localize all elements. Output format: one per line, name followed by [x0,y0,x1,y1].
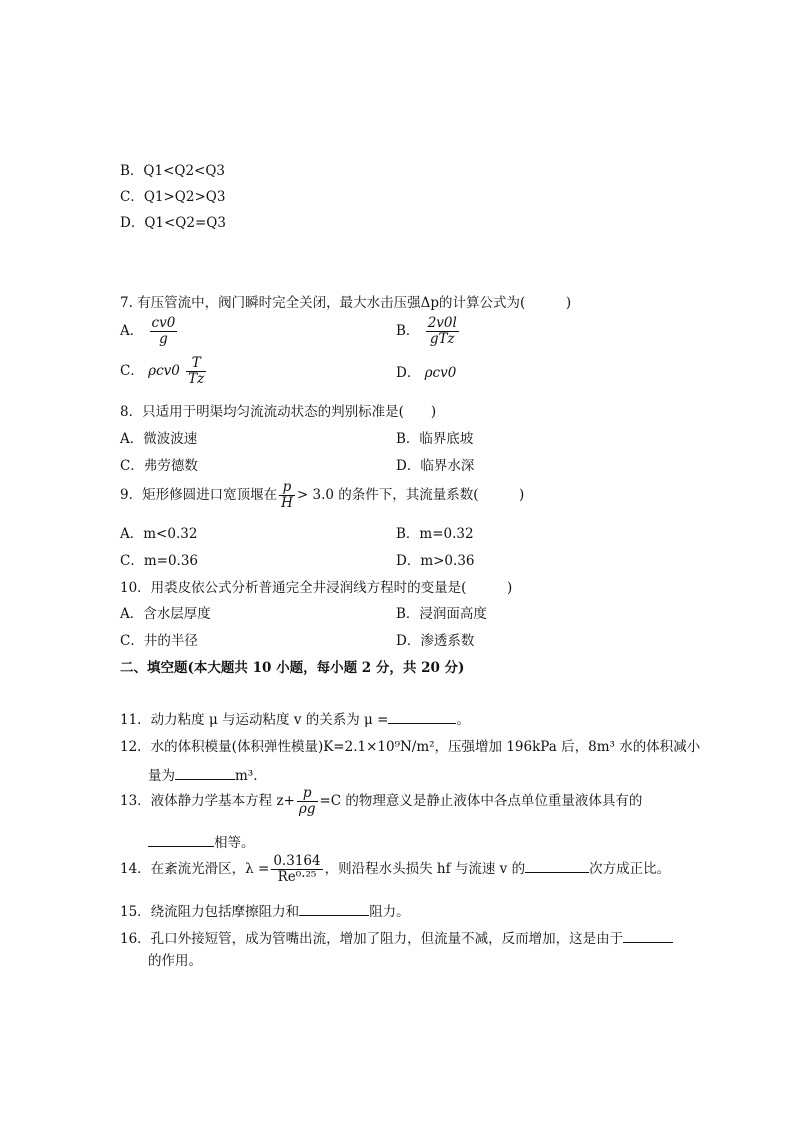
q7-stem: 7. 有压管流中，阀门瞬时完全关闭，最大水击压强Δp的计算公式为( ) [120,295,572,311]
q16-line2: 的作用。 [148,953,202,969]
q7-option-c: C． ρcv0 $\frac{T}{Tz}$ [120,355,205,387]
q7-option-b: B． $\frac{2v0l}{\text{gTz}}$ [396,315,457,347]
q13-blank[interactable] [148,832,214,847]
section-title: 二、填空题(本大题共 10 小题，每小题 2 分，共 20 分) [120,660,465,676]
q10-option-a: A．含水层厚度 [120,606,211,622]
q7-option-d: D． ρcv0 [396,365,457,381]
q11-blank[interactable] [388,709,456,724]
q12-line2: 量为 m³. [148,765,258,785]
q12-blank[interactable] [175,765,235,780]
q9-stem: 9．矩形修圆进口宽顶堰在 $\frac{p}{H}$ > 3.0 的条件下，其流量系数( ) [120,479,525,511]
q10-stem: 10．用裘皮依公式分析普通完全井浸润线方程时的变量是( ) [120,580,513,596]
q10-option-b: B．浸润面高度 [396,606,487,622]
q8-stem: 8．只适用于明渠均匀流流动状态的判别标准是( ) [120,404,437,420]
q8-option-d: D．临界水深 [396,458,475,474]
q15-blank[interactable] [299,901,369,916]
q13-line2: 相等。 [148,832,255,852]
option-c-prev: C．Q1>Q2>Q3 [120,189,226,205]
q13-line1: 13．液体静力学基本方程 z+ $\frac{p}{\rho g}$ =C 的物理意义是静止液体中各点单位重量液体具有的 [120,785,643,817]
q16-blank[interactable] [623,928,673,943]
option-d-prev: D．Q1<Q2=Q3 [120,215,226,231]
q9-option-b: B．m=0.32 [396,526,474,542]
q14-blank[interactable] [525,858,589,873]
q16-line1: 16．孔口外接短管，成为管嘴出流，增加了阻力，但流量不减，反而增加，这是由于 [120,928,673,948]
q9-option-a: A．m<0.32 [120,526,198,542]
q15: 15．绕流阻力包括摩擦阻力和 阻力。 [120,901,410,921]
q12-line1: 12．水的体积模量(体积弹性模量)K=2.1×10⁹N/m²，压强增加 196kPa 后，8m³ 水的体积减小 [120,739,701,755]
option-b-prev: B．Q1<Q2<Q3 [120,163,226,179]
q8-option-b: B．临界底坡 [396,431,474,447]
q10-option-c: C．井的半径 [120,633,198,649]
q10-option-d: D．渗透系数 [396,633,475,649]
q11: 11．动力粘度 μ 与运动粘度 v 的关系为 μ = 。 [120,709,470,729]
q14: 14．在紊流光滑区，λ = $\frac{0.3164}{\text{Re⁰·²⁵}}$ ，则沿程水头损失 hf 与流速 v 的 次方成正比。 [120,853,671,885]
q8-option-a: A．微波波速 [120,431,198,447]
q9-option-d: D．m>0.36 [396,553,475,569]
q7-option-a: A． $\frac{cv0}{g}$ [120,315,176,347]
q8-option-c: C．弗劳德数 [120,458,198,474]
q9-option-c: C．m=0.36 [120,553,199,569]
